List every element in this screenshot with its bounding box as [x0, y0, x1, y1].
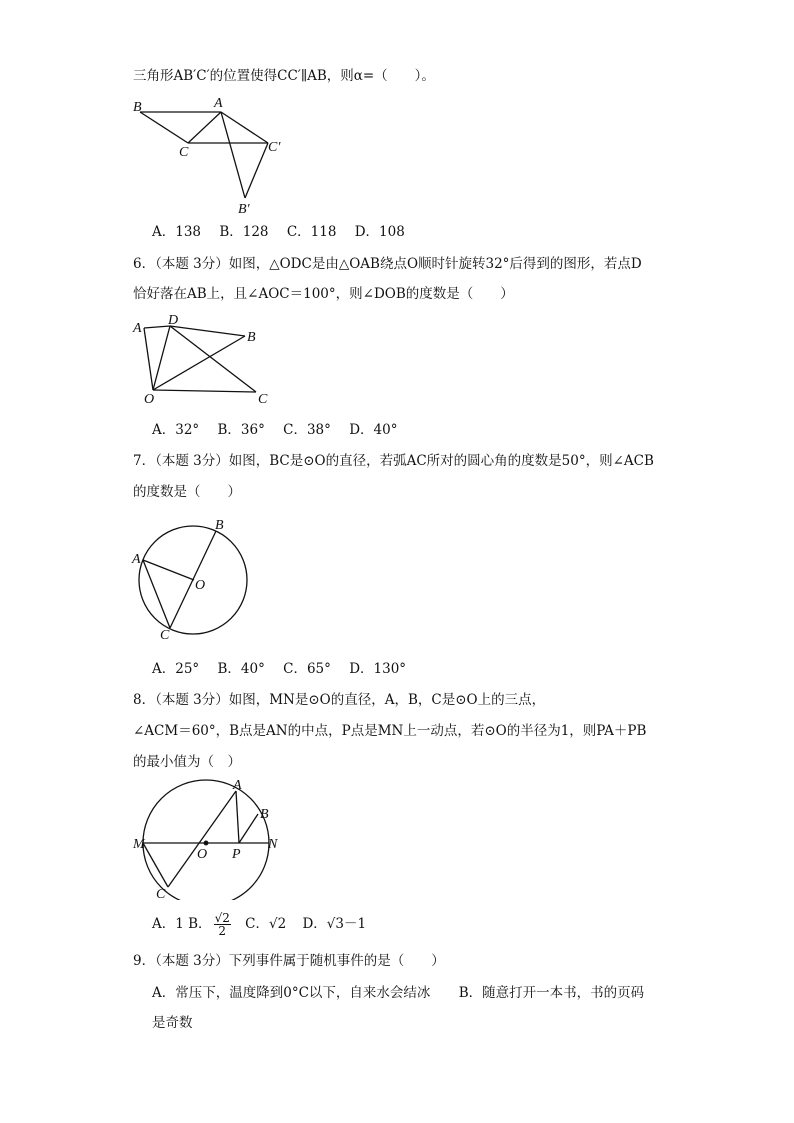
segment-ac	[143, 560, 170, 628]
label-b: B	[260, 807, 269, 822]
segment-ad	[144, 326, 170, 328]
label-c: C	[258, 392, 268, 407]
label-c: C	[160, 628, 170, 643]
label-c-prime: C′	[268, 140, 281, 155]
q6-choice-c[interactable]: C．38°	[283, 422, 331, 438]
label-n: N	[268, 837, 278, 852]
circle-o	[143, 780, 269, 900]
q6-line2: 恰好落在AB上，且∠AOC＝100°，则∠DOB的度数是（ ）	[133, 286, 514, 302]
q6-choice-a[interactable]: A．32°	[152, 422, 200, 438]
q7-choice-d[interactable]: D．130°	[349, 661, 407, 677]
q5-choice-d[interactable]: D．108	[354, 224, 405, 240]
q9-line1: 9．（本题 3分）下列事件属于随机事件的是（ ）	[133, 953, 445, 969]
label-o: O	[197, 847, 208, 862]
q7-line1: 7．（本题 3分）如图，BC是⊙O的直径，若弧AC所对的圆心角的度数是50°，则∠ACB	[133, 453, 654, 469]
q5-choices	[152, 222, 419, 242]
label-c: C	[179, 145, 189, 160]
segment-ao	[144, 328, 153, 390]
label-b: B	[215, 518, 224, 533]
fraction-denominator: 2	[218, 924, 227, 938]
q7-line2: 的度数是（ ）	[133, 484, 241, 500]
segment-ap	[236, 791, 239, 843]
segment-bc	[140, 112, 188, 143]
segment-ao	[143, 560, 194, 580]
segment-ca	[188, 112, 221, 143]
q9-option-row	[152, 983, 644, 1003]
center-dot	[204, 841, 208, 845]
label-a: A	[133, 321, 142, 336]
q6-figure	[128, 312, 278, 408]
label-a: A	[233, 778, 242, 793]
segment-c2b2	[245, 143, 268, 198]
q8-choices	[152, 912, 366, 937]
q9-option-a[interactable]: A．常压下，温度降到0°C以下，自来水会结冰	[152, 985, 431, 1001]
q6-choice-d[interactable]: D．40°	[349, 422, 398, 438]
label-a: A	[132, 552, 141, 567]
fraction-numerator: √2	[214, 911, 230, 925]
segment-ob	[153, 336, 245, 390]
label-a: A	[214, 96, 223, 111]
q5-choice-c[interactable]: C．118	[286, 224, 337, 240]
label-o: O	[195, 578, 206, 593]
q5-figure	[128, 94, 288, 216]
q8-figure	[130, 776, 290, 900]
label-p: P	[232, 847, 241, 862]
q6-choice-b[interactable]: B．36°	[217, 422, 265, 438]
q8-line3: 的最小值为（ ）	[133, 754, 241, 770]
q8-line1: 8．（本题 3分）如图，MN是⊙O的直径，A，B，C是⊙O上的三点，	[133, 692, 546, 708]
q8-choice-d[interactable]: D．√3－1	[302, 916, 367, 932]
segment-ac	[168, 791, 236, 887]
q9-option-b-line1[interactable]: B．随意打开一本书，书的页码	[458, 985, 645, 1001]
label-d: D	[168, 313, 179, 328]
label-o: O	[144, 392, 155, 407]
q8-choice-b-fraction	[214, 912, 231, 937]
q7-figure	[128, 514, 258, 646]
q8-choice-c[interactable]: C．√2	[245, 916, 287, 932]
q7-choice-a[interactable]: A．25°	[152, 661, 200, 677]
label-b-prime: B′	[238, 202, 250, 216]
q8-choice-a[interactable]: A．1	[152, 916, 184, 932]
segment-oc	[153, 390, 256, 392]
q6-line1: 6．（本题 3分）如图，△ODC是由△OAB绕点O顺时针旋转32°后得到的图形，若点D	[133, 256, 642, 272]
q5-stem: 三角形AB′C′的位置使得CC′∥AB，则α=（ ）。	[133, 68, 435, 84]
q5-choice-b[interactable]: B．128	[219, 224, 269, 240]
q8-choice-b[interactable]	[188, 911, 237, 938]
segment-pb	[239, 814, 258, 843]
q8-line2: ∠ACM＝60°，B点是AN的中点，P点是MN上一动点，若⊙O的半径为1，则PA＋PB	[133, 723, 647, 739]
label-m: M	[133, 837, 145, 852]
segment-do	[153, 326, 170, 390]
q7-choice-b[interactable]: B．40°	[217, 661, 265, 677]
label-b: B	[133, 100, 142, 115]
q7-choice-c[interactable]: C．65°	[283, 661, 331, 677]
q6-choices	[152, 420, 411, 440]
label-c: C	[156, 887, 166, 900]
label-b: B	[247, 330, 256, 345]
q5-choice-a[interactable]: A．138	[152, 224, 202, 240]
q7-choices	[152, 659, 420, 679]
q8-choice-b-prefix: B．	[188, 916, 212, 932]
q9-option-b-line2: 是奇数	[152, 1015, 193, 1031]
